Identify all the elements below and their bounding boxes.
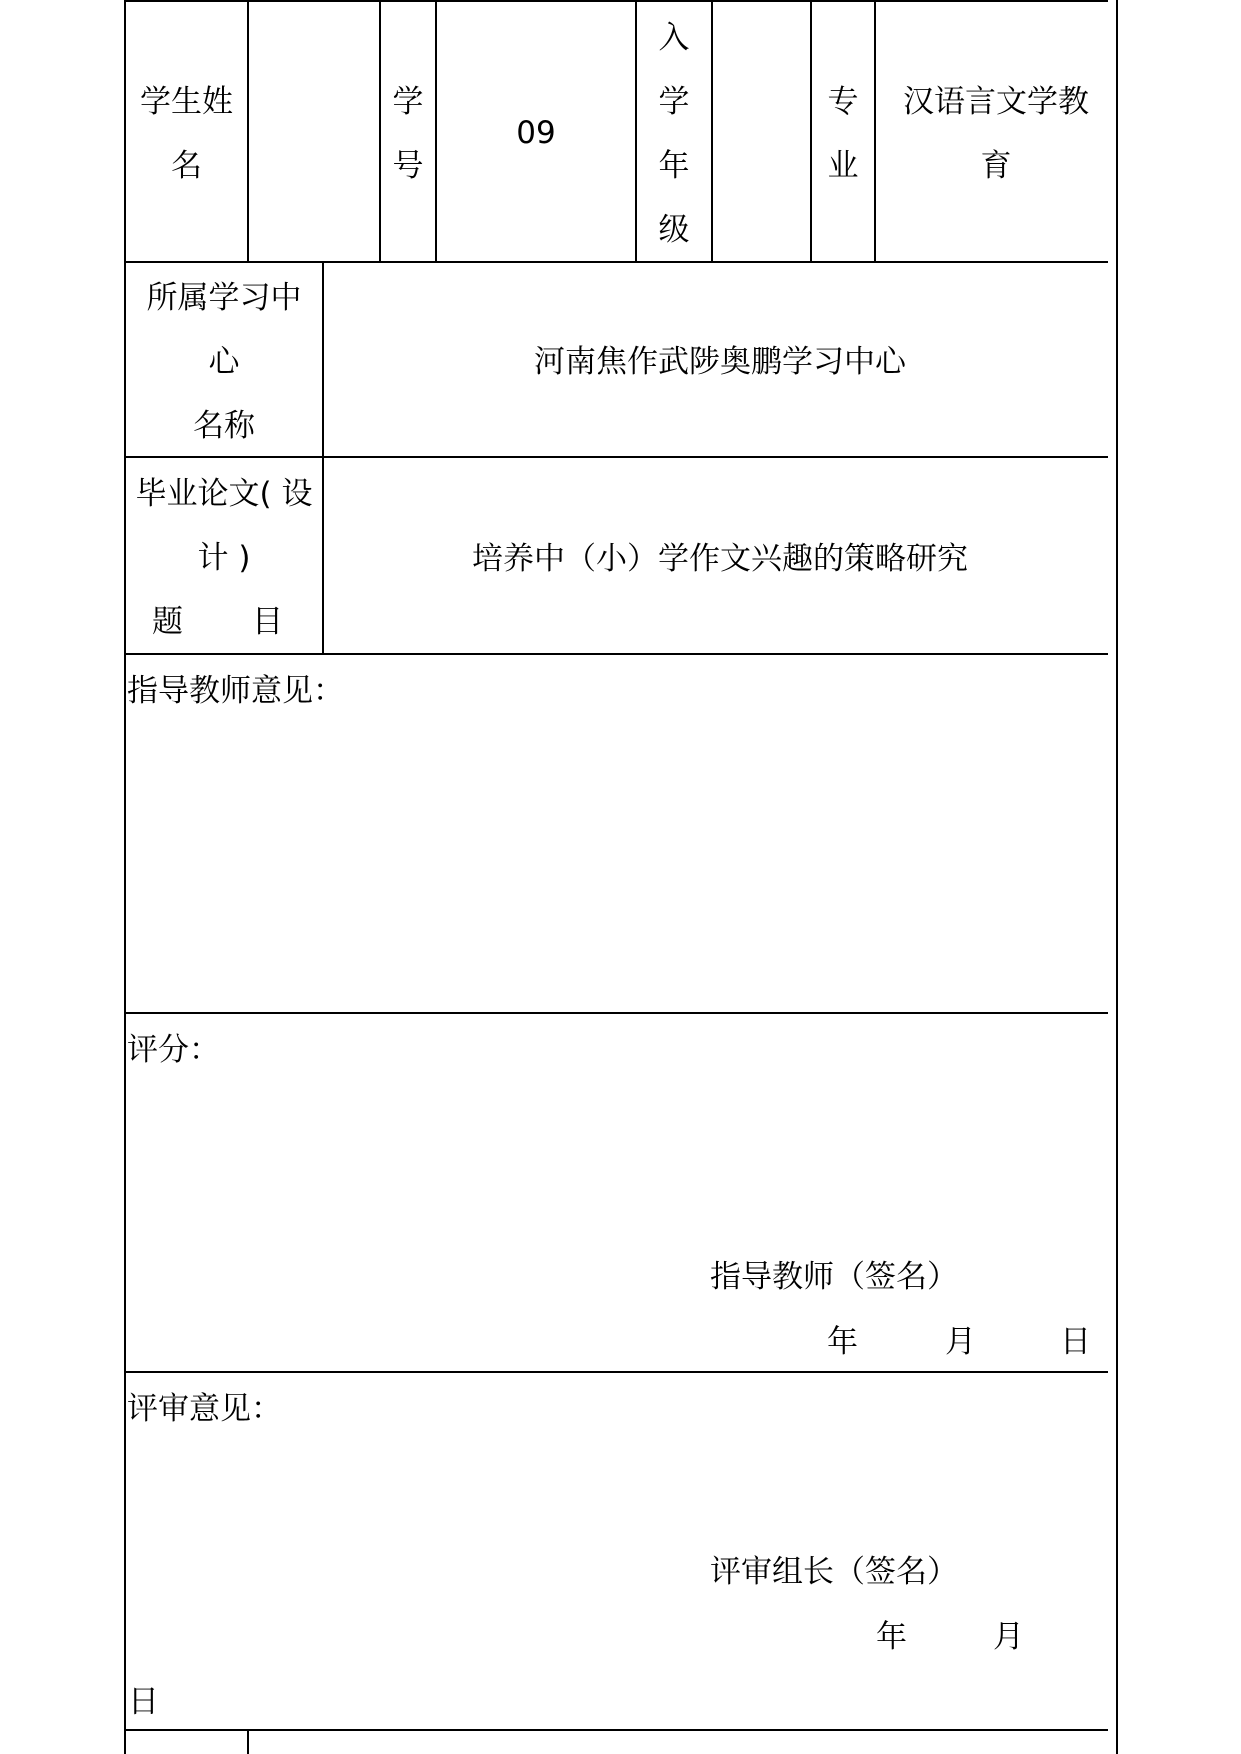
table-border [1116,0,1118,1754]
table-border [247,1730,249,1754]
table-border [124,0,126,1754]
student-id-value: 09 [516,115,556,151]
review-date-year: 年 [876,1619,907,1655]
review-date-month: 月 [993,1619,1024,1655]
thesis-title-value: 培养中（小）学作文兴趣的策略研究 [472,541,968,577]
thesis-title-label: 毕业论文( 设 计 ) 题 目 [135,476,313,640]
table-border [124,0,1108,2]
advisor-date-day: 日 [1060,1324,1091,1360]
table-border [322,262,324,654]
score-label: 评分： [127,1032,220,1068]
enrollment-year-label: 入 学 年 级 [658,20,690,248]
table-border [124,1012,1108,1014]
learning-center-label: 所属学习中 心 名称 [146,280,302,444]
advisor-opinion-label: 指导教师意见： [127,673,344,709]
review-date-day: 日 [128,1684,159,1720]
advisor-date-year: 年 [827,1324,858,1360]
major-value: 汉语言文学教 育 [903,84,1089,184]
review-opinion-label: 评审意见： [127,1391,282,1427]
table-border [124,261,1108,263]
table-border [124,1729,1108,1731]
learning-center-value: 河南焦作武陟奥鹏学习中心 [534,344,906,380]
advisor-signature-label: 指导教师（签名） [710,1259,958,1295]
table-border [247,0,249,262]
advisor-date-month: 月 [945,1324,976,1360]
student-name-label: 学生姓 名 [140,84,233,184]
major-label: 专 业 [827,84,859,184]
table-border [711,0,713,262]
student-id-label: 学 号 [392,84,424,184]
review-signature-label: 评审组长（签名） [710,1554,958,1590]
